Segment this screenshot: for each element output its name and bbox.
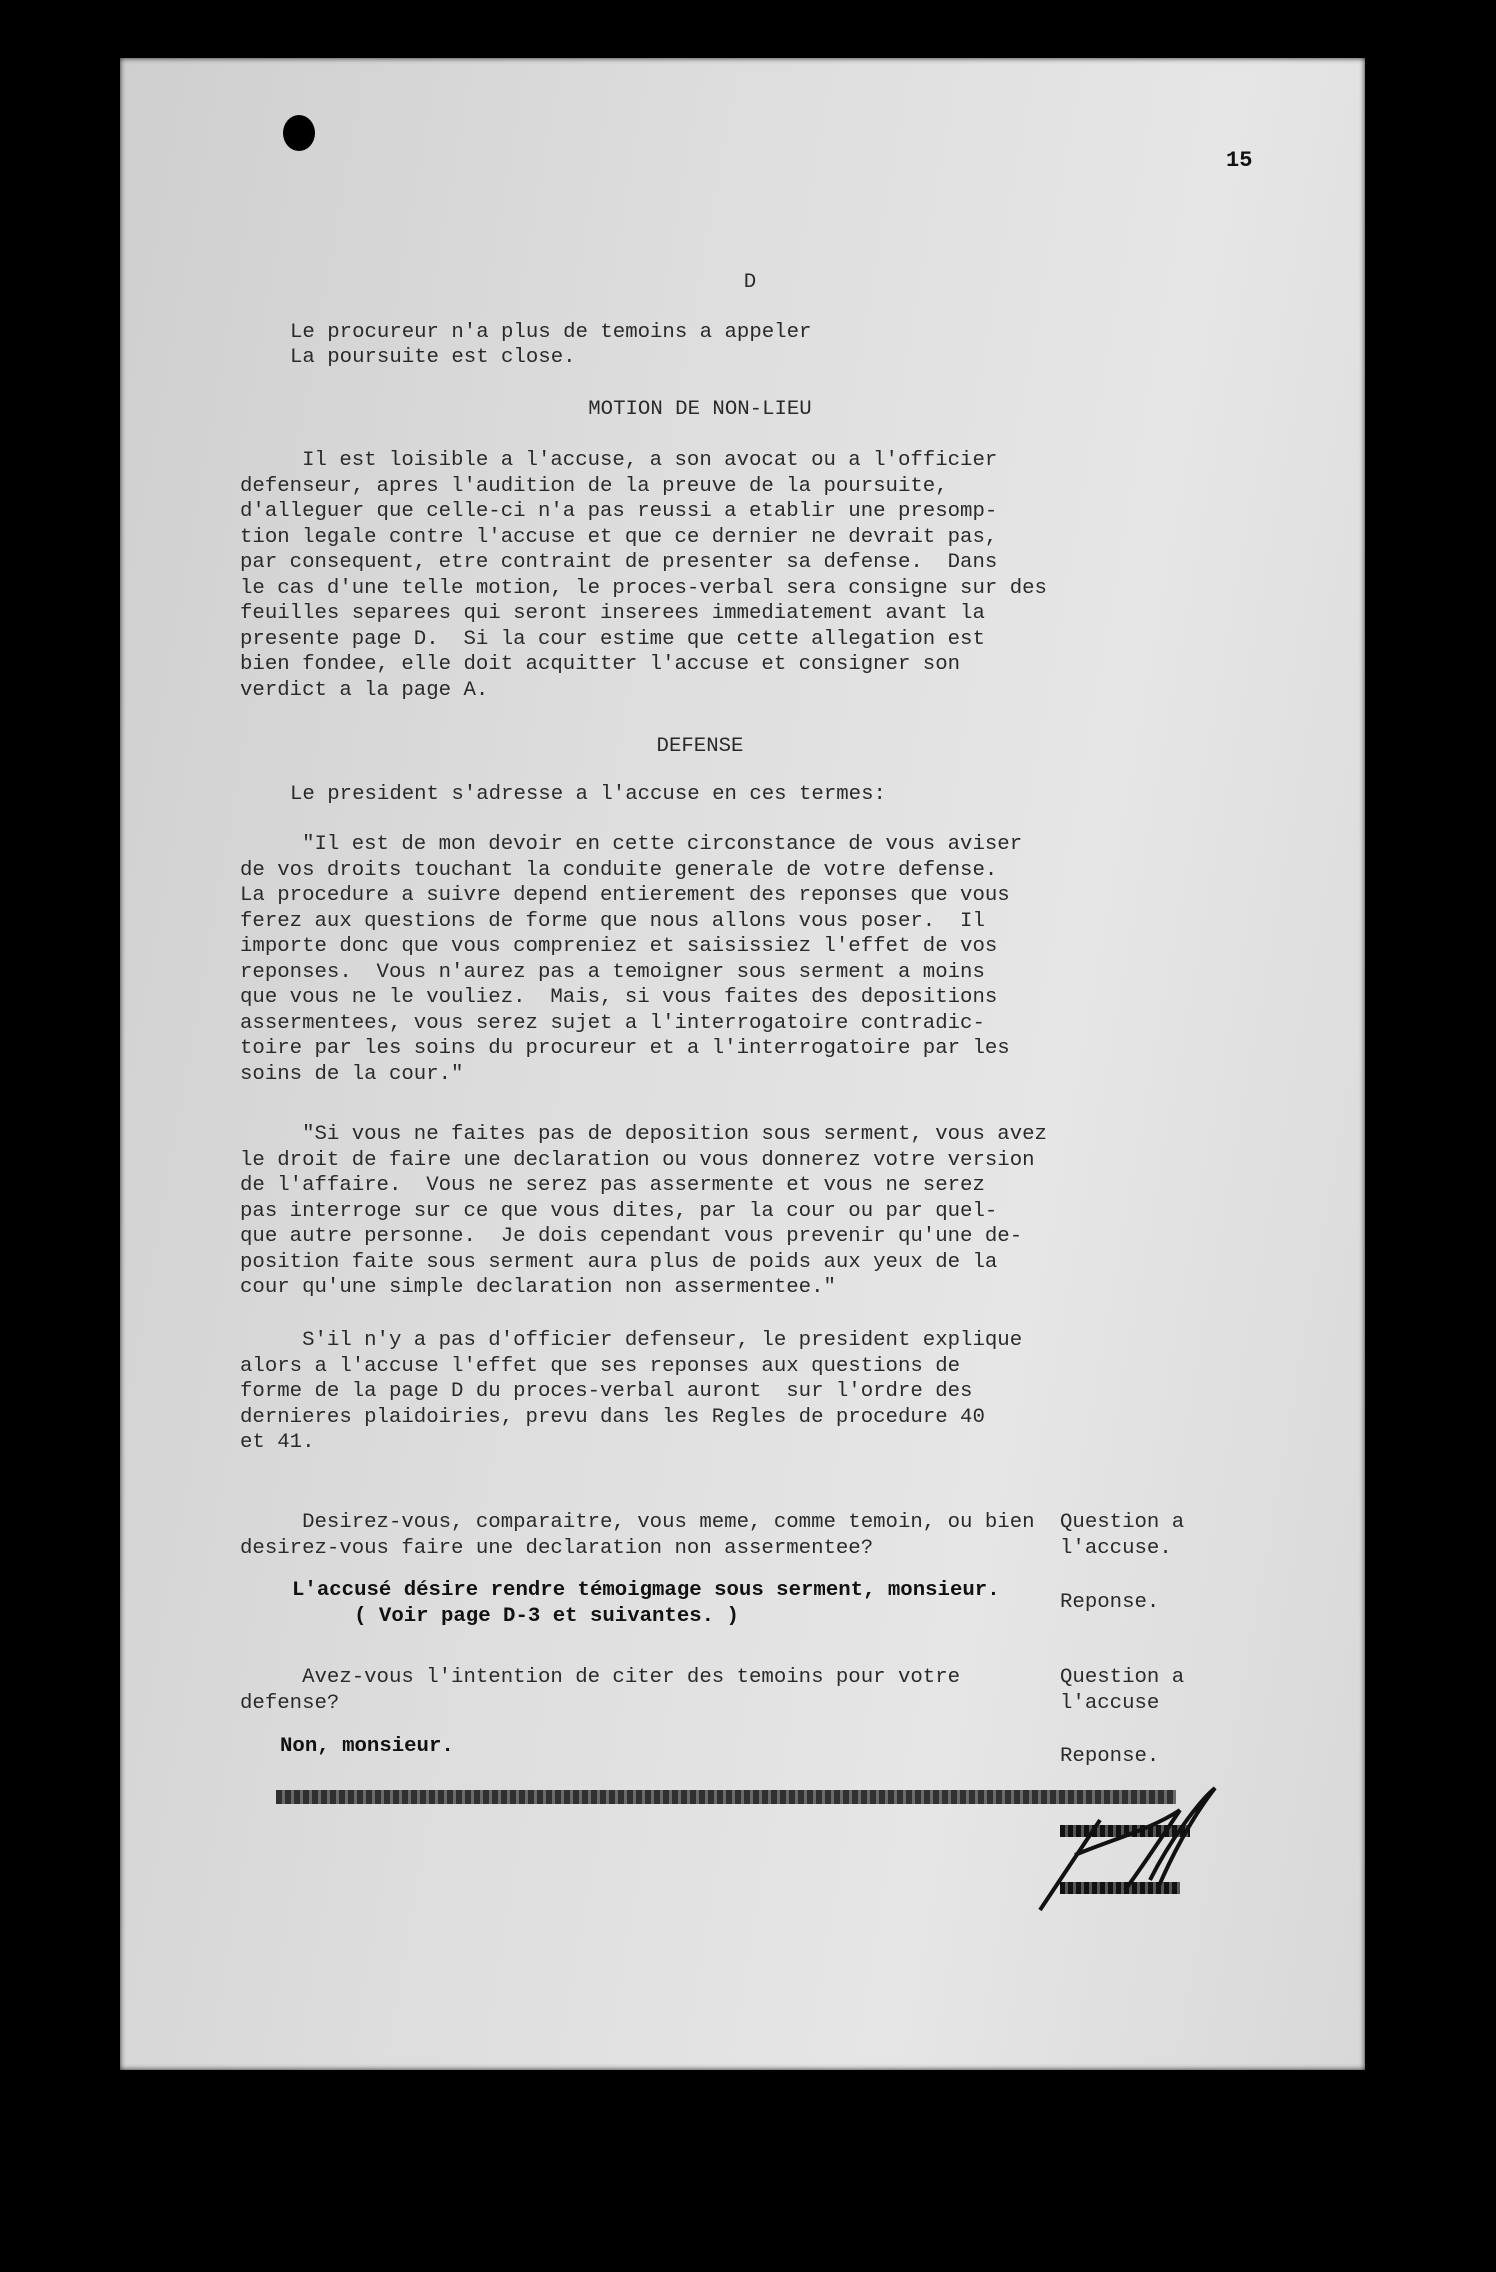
question-2: Avez-vous l'intention de citer des temoins pour votre defense?: [240, 1666, 961, 1715]
defense-heading: DEFENSE: [656, 735, 744, 758]
punch-hole-mark: [283, 115, 315, 151]
handwritten-initials: [1030, 1780, 1230, 1920]
question-2-label: Question a l'accuse: [1060, 1666, 1185, 1715]
motion-heading: MOTION DE NON-LIEU: [588, 398, 812, 421]
quote-deposition: "Si vous ne faites pas de deposition sous serment, vous avez le droit de faire une declaration ou vous donnerez votre version de l'affaire. Vous ne serez pas assermente et vous ne serez pas interroge sur ce que vous dites, par la cour ou par quel- que autre personne. Je dois cependant vous prevenir qu'une de- position faite sous serment aura plus de poids aux yeux de la cour qu'une simple declaration non assermentee.": [240, 1123, 1047, 1299]
question-1: Desirez-vous, comparaitre, vous meme, comme temoin, ou bien desirez-vous faire une declaration non assermentee?: [240, 1511, 1035, 1560]
motion-paragraph: Il est loisible a l'accuse, a son avocat ou a l'officier defenseur, apres l'audition de la preuve de la poursuite, d'alleguer que celle-ci n'a pas reussi a etablir une presomp- tion legale contre l'accuse et que ce dernier ne devrait pas, par consequent, etre contraint de presenter sa defense. Dans le cas d'une telle motion, le proces-verbal sera consigne sur des feuilles separees qui seront inserees immediatement avant la presente page D. Si la cour estime que cette allegation est bien fondee, elle doit acquitter l'accuse et consigner son verdict a la page A.: [240, 449, 1047, 702]
answer-1-label: Reponse.: [1060, 1591, 1160, 1614]
section-letter: D: [743, 271, 757, 294]
intro-line-2: La poursuite est close.: [290, 346, 576, 369]
question-1-label: Question a l'accuse.: [1060, 1511, 1185, 1560]
quote-rights: "Il est de mon devoir en cette circonstance de vous aviser de vos droits touchant la conduite generale de votre defense. La procedure a suivre depend entierement des reponses que vous ferez aux questions de forme que nous allons vous poser. Il importe donc que vous compreniez et saisissiez l'effet de vos reponses. Vous n'aurez pas a temoigner sous serment a moins que vous ne le vouliez. Mais, si vous faites des depositions assermentees, vous serez sujet a l'interrogatoire contradic- toire par les soins du procureur et a l'interrogatoire par les soins de la cour.": [240, 833, 1023, 1086]
no-officer-paragraph: S'il n'y a pas d'officier defenseur, le president explique alors a l'accuse l'effet que ses reponses aux questions de forme de la page D du proces-verbal auront sur l'ordre des dernieres plaidoiries, prevu dans les Regles de procedure 40 et 41.: [240, 1329, 1023, 1454]
answer-2-label: Reponse.: [1060, 1745, 1160, 1768]
answer-2: Non, monsieur.: [280, 1735, 454, 1758]
page-number: 15: [1226, 148, 1253, 173]
answer-1: L'accusé désire rendre témoigmage sous serment, monsieur. ( Voir page D-3 et suivantes. ): [292, 1579, 1000, 1628]
president-intro: Le president s'adresse a l'accuse en ces termes:: [290, 783, 886, 806]
intro-line-1: Le procureur n'a plus de temoins a appeler: [290, 321, 812, 344]
